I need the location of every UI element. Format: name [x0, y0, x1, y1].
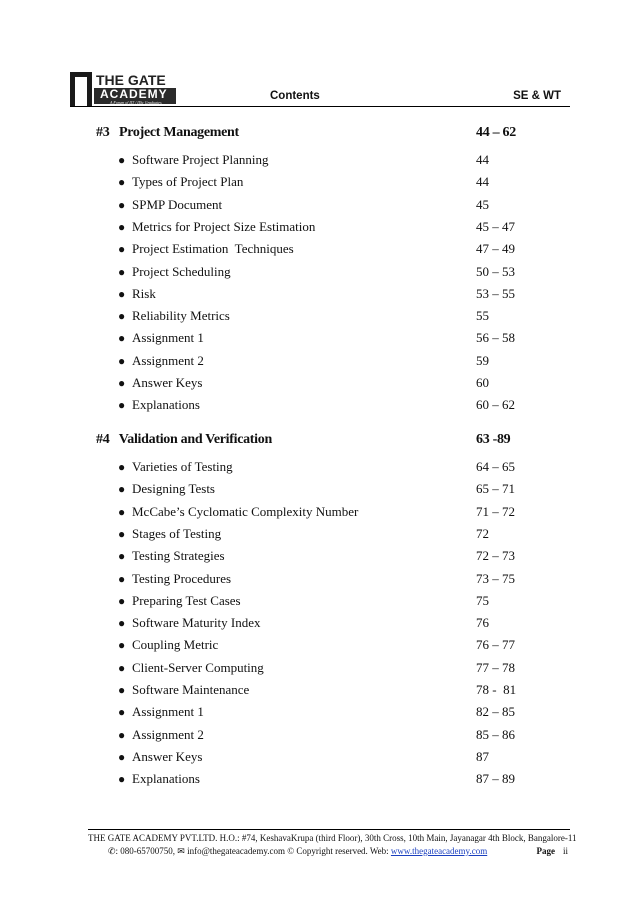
website-link[interactable]: www.thegateacademy.com: [390, 846, 488, 856]
toc-item: [118, 263, 538, 281]
bullet-icon: ●: [118, 482, 126, 497]
toc-item: [118, 570, 538, 588]
toc-item-label: SPMP Document: [132, 196, 223, 212]
footer-contact: [108, 846, 487, 857]
toc-item-pages: 56 – 58: [476, 330, 515, 346]
toc-item: [118, 480, 538, 498]
toc-item-label: Answer Keys: [132, 375, 203, 390]
toc-item: [118, 726, 538, 744]
toc-item-label: Testing Procedures: [132, 570, 232, 586]
bullet-icon: ●: [118, 616, 126, 631]
section-heading: [96, 432, 526, 448]
section-title: #4 Validation and Verification: [96, 432, 272, 447]
toc-item: [118, 592, 538, 610]
footer-divider: [88, 829, 570, 830]
toc-item-pages: 60 – 62: [476, 397, 515, 413]
toc-item-label: Assignment 2: [132, 726, 204, 742]
bullet-icon: ●: [118, 309, 126, 324]
toc-item-pages: 45: [476, 196, 489, 212]
toc-item-label: Project Estimation Techniques: [132, 241, 294, 257]
logo-tagline: A Forum of IIT / IISc Graduates: [110, 100, 162, 105]
header-title: Contents: [270, 90, 320, 102]
toc-item-label: Project Scheduling: [132, 263, 231, 279]
section-title: #3 Project Management: [96, 125, 239, 140]
toc-item: [118, 636, 538, 654]
bullet-icon: ●: [118, 153, 126, 167]
bullet-icon: ●: [118, 549, 126, 564]
toc-item-label: Explanations: [132, 771, 200, 787]
section-heading: [96, 125, 526, 141]
bullet-icon: ●: [118, 286, 126, 301]
toc-item-label: Coupling Metric: [132, 637, 219, 653]
toc-item: [118, 240, 538, 258]
toc-item-pages: 60: [476, 375, 489, 390]
toc-item: [118, 218, 538, 236]
logo-text-1: THE GATE: [96, 72, 166, 88]
header-subject: SE & WT: [513, 90, 561, 102]
toc-item: [118, 748, 538, 766]
toc-item-label: Assignment 1: [132, 330, 204, 346]
toc-item: [118, 703, 538, 721]
section-pages: 44 – 62: [476, 125, 516, 140]
toc-item: [118, 458, 538, 476]
toc-item-pages: 45 – 47: [476, 218, 515, 234]
toc-item-label: Reliability Metrics: [132, 308, 230, 324]
footer-address: THE GATE ACADEMY PVT.LTD. H.O.: #74, KeshavaKrupa (third Floor), 30th Cross, 10th Main, Jayanagar 4th Block, Bangalore-11: [88, 833, 577, 843]
bullet-icon: ●: [118, 705, 126, 720]
toc-item-label: Risk: [132, 285, 156, 301]
bullet-icon: ●: [118, 197, 126, 212]
bullet-icon: ●: [118, 376, 126, 390]
toc-item-pages: 44: [476, 174, 489, 190]
toc-item-pages: 82 – 85: [476, 704, 515, 720]
bullet-icon: ●: [118, 242, 126, 257]
footer-contact-text: ✆: 080-65700750, ✉ info@thegateacademy.com © Copyright reserved. Web:: [108, 846, 391, 856]
toc-item-label: Designing Tests: [132, 481, 215, 497]
toc-item-label: Software Project Planning: [132, 152, 269, 167]
bullet-icon: ●: [118, 749, 126, 764]
toc-item-label: Testing Strategies: [132, 548, 225, 564]
toc-item-label: Assignment 2: [132, 352, 204, 368]
toc-item-label: Explanations: [132, 397, 200, 413]
toc-item: [118, 770, 538, 788]
toc-item: [118, 374, 538, 392]
toc-item: [118, 173, 538, 191]
toc-item: [118, 196, 538, 214]
toc-item: [118, 503, 538, 521]
bullet-icon: ●: [118, 175, 126, 190]
toc-item: [118, 547, 538, 565]
toc-item-pages: 75: [476, 592, 489, 608]
section-pages: 63 -89: [476, 432, 511, 447]
toc-item-pages: 77 – 78: [476, 659, 515, 675]
bullet-icon: ●: [118, 353, 126, 368]
bullet-icon: ●: [118, 727, 126, 742]
bullet-icon: ●: [118, 526, 126, 541]
toc-item: [118, 525, 538, 543]
toc-item-label: Client-Server Computing: [132, 659, 264, 675]
toc-item-pages: 73 – 75: [476, 570, 515, 586]
page-number: [536, 846, 568, 856]
bullet-icon: ●: [118, 460, 126, 474]
toc-item-pages: 50 – 53: [476, 263, 515, 279]
toc-item: [118, 352, 538, 370]
toc-item-label: Metrics for Project Size Estimation: [132, 218, 316, 234]
toc-item-label: Types of Project Plan: [132, 174, 244, 190]
toc-item-label: Answer Keys: [132, 748, 203, 764]
bullet-icon: ●: [118, 683, 126, 697]
toc-item: [118, 614, 538, 632]
toc-item-pages: 87: [476, 748, 489, 764]
toc-item-pages: 53 – 55: [476, 285, 515, 301]
page-number-value: ii: [562, 846, 568, 856]
toc-item-pages: 59: [476, 352, 489, 368]
toc-item-pages: 47 – 49: [476, 241, 515, 257]
bullet-icon: ●: [118, 571, 126, 586]
toc-item: [118, 659, 538, 677]
toc-item-pages: 65 – 71: [476, 481, 515, 497]
toc-item-label: Varieties of Testing: [132, 459, 233, 474]
toc-item-pages: 76: [476, 615, 489, 631]
toc-item-pages: 78 - 81: [476, 682, 517, 697]
bullet-icon: ●: [118, 219, 126, 234]
bullet-icon: ●: [118, 660, 126, 675]
toc-item-label: Stages of Testing: [132, 525, 222, 541]
toc-item: [118, 307, 538, 325]
toc-item-label: McCabe’s Cyclomatic Complexity Number: [132, 503, 359, 519]
toc-item-label: Assignment 1: [132, 704, 204, 720]
toc-item-label: Software Maintenance: [132, 682, 250, 697]
toc-item: [118, 285, 538, 303]
toc-item-pages: 87 – 89: [476, 771, 515, 787]
toc-item-label: Software Maturity Index: [132, 615, 261, 631]
toc-item-pages: 85 – 86: [476, 726, 515, 742]
bullet-icon: ●: [118, 504, 126, 519]
toc-item: [118, 681, 538, 699]
toc-item-pages: 72: [476, 525, 489, 541]
toc-item-pages: 72 – 73: [476, 548, 515, 564]
page-label: Page: [536, 846, 555, 856]
bullet-icon: ●: [118, 593, 126, 608]
header-divider: [70, 106, 570, 107]
toc-item-pages: 76 – 77: [476, 637, 515, 653]
bullet-icon: ●: [118, 331, 126, 346]
toc-item-label: Preparing Test Cases: [132, 592, 241, 608]
bullet-icon: ●: [118, 638, 126, 653]
toc-item: [118, 151, 538, 169]
toc-item: [118, 396, 538, 414]
academy-logo: [70, 72, 178, 106]
toc-item-pages: 44: [476, 152, 489, 167]
toc-item: [118, 329, 538, 347]
toc-item-pages: 64 – 65: [476, 459, 515, 474]
bullet-icon: ●: [118, 264, 126, 279]
bullet-icon: ●: [118, 398, 126, 413]
toc-item-pages: 55: [476, 308, 489, 324]
logo-text-2: ACADEMY: [100, 87, 168, 101]
bullet-icon: ●: [118, 772, 126, 787]
toc-item-pages: 71 – 72: [476, 503, 515, 519]
